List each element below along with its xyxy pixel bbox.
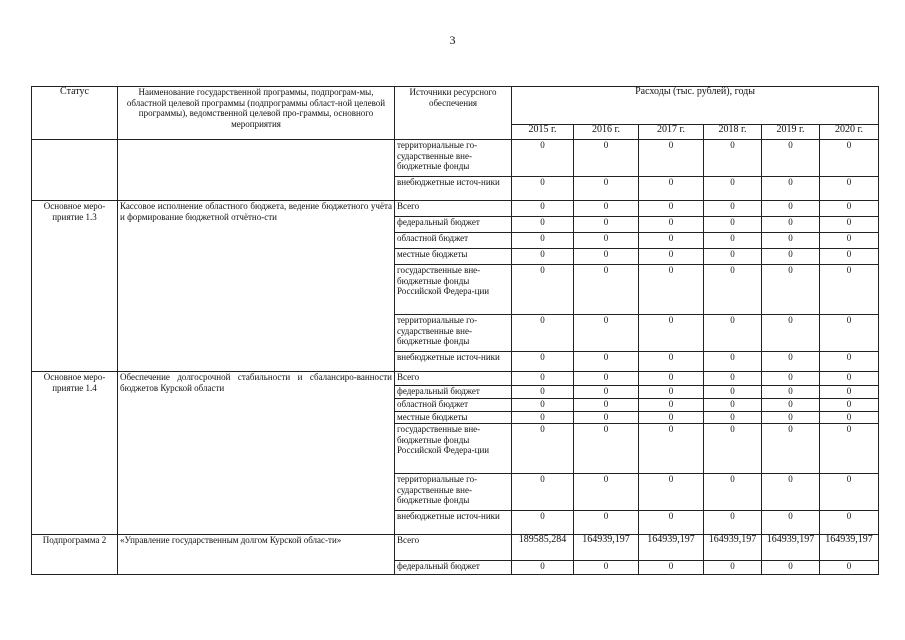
value-cell: 0 <box>762 265 820 315</box>
value-cell: 0 <box>574 412 639 424</box>
header-year: 2017 г. <box>639 125 704 140</box>
value-cell: 0 <box>762 177 820 201</box>
budget-table-body <box>32 140 879 575</box>
value-cell: 0 <box>704 315 762 352</box>
value-cell: 0 <box>762 561 820 575</box>
value-cell: 0 <box>704 474 762 511</box>
table-row <box>32 535 879 561</box>
source-cell: федеральный бюджет <box>395 386 512 399</box>
value-cell: 0 <box>512 217 574 233</box>
value-cell: 0 <box>820 233 879 249</box>
source-cell: Всего <box>395 372 512 386</box>
value-cell: 0 <box>512 561 574 575</box>
program-name-cell: Обеспечение долгосрочной стабильности и сбалансиро-ванности бюджетов Курской области <box>118 372 395 535</box>
value-cell: 0 <box>512 201 574 217</box>
value-cell: 0 <box>574 399 639 412</box>
value-cell: 0 <box>820 372 879 386</box>
value-cell: 0 <box>704 511 762 535</box>
value-cell: 0 <box>639 399 704 412</box>
value-cell: 0 <box>704 217 762 233</box>
source-cell: внебюджетные источ-ники <box>395 511 512 535</box>
value-cell: 0 <box>639 372 704 386</box>
value-cell: 0 <box>639 233 704 249</box>
value-cell: 0 <box>512 265 574 315</box>
value-cell: 0 <box>639 474 704 511</box>
header-year: 2016 г. <box>574 125 639 140</box>
value-cell: 0 <box>820 315 879 352</box>
value-cell: 0 <box>512 399 574 412</box>
source-cell: местные бюджеты <box>395 412 512 424</box>
status-cell <box>32 140 118 201</box>
value-cell: 0 <box>574 249 639 265</box>
value-cell: 0 <box>820 399 879 412</box>
value-cell: 0 <box>574 352 639 372</box>
value-cell: 0 <box>762 140 820 177</box>
table-row <box>32 372 879 386</box>
value-cell: 0 <box>762 217 820 233</box>
program-name-cell: «Управление государственным долгом Курской облас-ти» <box>118 535 395 575</box>
value-cell: 0 <box>704 177 762 201</box>
source-cell: федеральный бюджет <box>395 561 512 575</box>
value-cell: 164939,197 <box>704 535 762 561</box>
source-cell: областной бюджет <box>395 399 512 412</box>
value-cell: 0 <box>820 140 879 177</box>
header-year: 2019 г. <box>762 125 820 140</box>
value-cell: 0 <box>820 177 879 201</box>
value-cell: 164939,197 <box>820 535 879 561</box>
value-cell: 0 <box>574 386 639 399</box>
header-year: 2018 г. <box>704 125 762 140</box>
value-cell: 0 <box>574 315 639 352</box>
table-row <box>32 201 879 217</box>
value-cell: 0 <box>762 424 820 474</box>
source-cell: территориальные го-сударственные вне-бюджетные фонды <box>395 474 512 511</box>
value-cell: 164939,197 <box>639 535 704 561</box>
value-cell: 0 <box>639 424 704 474</box>
value-cell: 0 <box>512 474 574 511</box>
status-cell: Основное меро-приятие 1.3 <box>32 201 118 372</box>
value-cell: 0 <box>762 201 820 217</box>
value-cell: 0 <box>704 201 762 217</box>
value-cell: 0 <box>574 217 639 233</box>
header-name: Наименование государственной программы, подпрограм-мы, областной целевой программы (подпрограммы област-ной целевой программы), ведомственной целевой про-граммы, основного мероприятия <box>118 87 395 140</box>
value-cell: 0 <box>820 511 879 535</box>
value-cell: 0 <box>512 315 574 352</box>
value-cell: 0 <box>762 372 820 386</box>
value-cell: 0 <box>639 249 704 265</box>
value-cell: 0 <box>639 352 704 372</box>
value-cell: 0 <box>762 386 820 399</box>
value-cell: 0 <box>574 201 639 217</box>
source-cell: местные бюджеты <box>395 249 512 265</box>
value-cell: 0 <box>762 399 820 412</box>
source-cell: Всего <box>395 201 512 217</box>
value-cell: 0 <box>639 201 704 217</box>
value-cell: 164939,197 <box>762 535 820 561</box>
value-cell: 0 <box>762 474 820 511</box>
value-cell: 0 <box>820 352 879 372</box>
value-cell: 0 <box>704 265 762 315</box>
status-cell: Основное меро-приятие 1.4 <box>32 372 118 535</box>
header-year: 2020 г. <box>820 125 879 140</box>
value-cell: 0 <box>512 140 574 177</box>
value-cell: 0 <box>574 511 639 535</box>
value-cell: 0 <box>820 474 879 511</box>
status-cell: Подпрограмма 2 <box>32 535 118 575</box>
source-cell: территориальные го-сударственные вне-бюджетные фонды <box>395 140 512 177</box>
value-cell: 0 <box>512 424 574 474</box>
value-cell: 0 <box>762 352 820 372</box>
value-cell: 0 <box>574 424 639 474</box>
value-cell: 0 <box>639 561 704 575</box>
value-cell: 0 <box>574 474 639 511</box>
value-cell: 0 <box>704 372 762 386</box>
source-cell: внебюджетные источ-ники <box>395 177 512 201</box>
value-cell: 0 <box>820 201 879 217</box>
value-cell: 0 <box>820 249 879 265</box>
value-cell: 0 <box>820 561 879 575</box>
header-source: Источники ресурсного обеспечения <box>395 87 512 140</box>
header-expenses: Расходы (тыс. рублей), годы <box>512 87 879 125</box>
value-cell: 0 <box>512 352 574 372</box>
value-cell: 0 <box>639 217 704 233</box>
value-cell: 0 <box>820 412 879 424</box>
value-cell: 0 <box>574 177 639 201</box>
table-row <box>32 140 879 177</box>
value-cell: 0 <box>820 424 879 474</box>
value-cell: 0 <box>704 424 762 474</box>
value-cell: 0 <box>704 233 762 249</box>
value-cell: 0 <box>639 265 704 315</box>
budget-table <box>31 86 879 575</box>
value-cell: 0 <box>820 386 879 399</box>
value-cell: 0 <box>762 412 820 424</box>
value-cell: 0 <box>762 233 820 249</box>
value-cell: 0 <box>639 140 704 177</box>
value-cell: 0 <box>704 386 762 399</box>
value-cell: 0 <box>574 140 639 177</box>
value-cell: 0 <box>512 412 574 424</box>
source-cell: территориальные го-сударственные вне-бюджетные фонды <box>395 315 512 352</box>
value-cell: 0 <box>704 352 762 372</box>
value-cell: 0 <box>704 249 762 265</box>
value-cell: 0 <box>704 399 762 412</box>
source-cell: государственные вне-бюджетные фонды Российской Федера-ции <box>395 424 512 474</box>
source-cell: Всего <box>395 535 512 561</box>
value-cell: 0 <box>762 249 820 265</box>
value-cell: 189585,284 <box>512 535 574 561</box>
source-cell: областной бюджет <box>395 233 512 249</box>
source-cell: государственные вне-бюджетные фонды Российской Федера-ции <box>395 265 512 315</box>
value-cell: 0 <box>574 265 639 315</box>
value-cell: 0 <box>762 511 820 535</box>
value-cell: 0 <box>512 249 574 265</box>
value-cell: 0 <box>512 177 574 201</box>
value-cell: 0 <box>639 511 704 535</box>
value-cell: 0 <box>639 412 704 424</box>
value-cell: 0 <box>820 265 879 315</box>
value-cell: 0 <box>512 372 574 386</box>
value-cell: 0 <box>512 233 574 249</box>
value-cell: 0 <box>574 372 639 386</box>
source-cell: федеральный бюджет <box>395 217 512 233</box>
value-cell: 0 <box>704 412 762 424</box>
header-status: Статус <box>32 87 118 140</box>
value-cell: 0 <box>512 386 574 399</box>
value-cell: 0 <box>704 561 762 575</box>
value-cell: 0 <box>820 217 879 233</box>
page-number: 3 <box>449 33 456 47</box>
value-cell: 164939,197 <box>574 535 639 561</box>
value-cell: 0 <box>574 561 639 575</box>
value-cell: 0 <box>704 140 762 177</box>
program-name-cell <box>118 140 395 201</box>
source-cell: внебюджетные источ-ники <box>395 352 512 372</box>
value-cell: 0 <box>512 511 574 535</box>
value-cell: 0 <box>639 315 704 352</box>
value-cell: 0 <box>574 233 639 249</box>
value-cell: 0 <box>762 315 820 352</box>
value-cell: 0 <box>639 177 704 201</box>
header-year: 2015 г. <box>512 125 574 140</box>
value-cell: 0 <box>639 386 704 399</box>
program-name-cell: Кассовое исполнение областного бюджета, ведение бюджетного учёта и формирование бюджетной отчётно-сти <box>118 201 395 372</box>
